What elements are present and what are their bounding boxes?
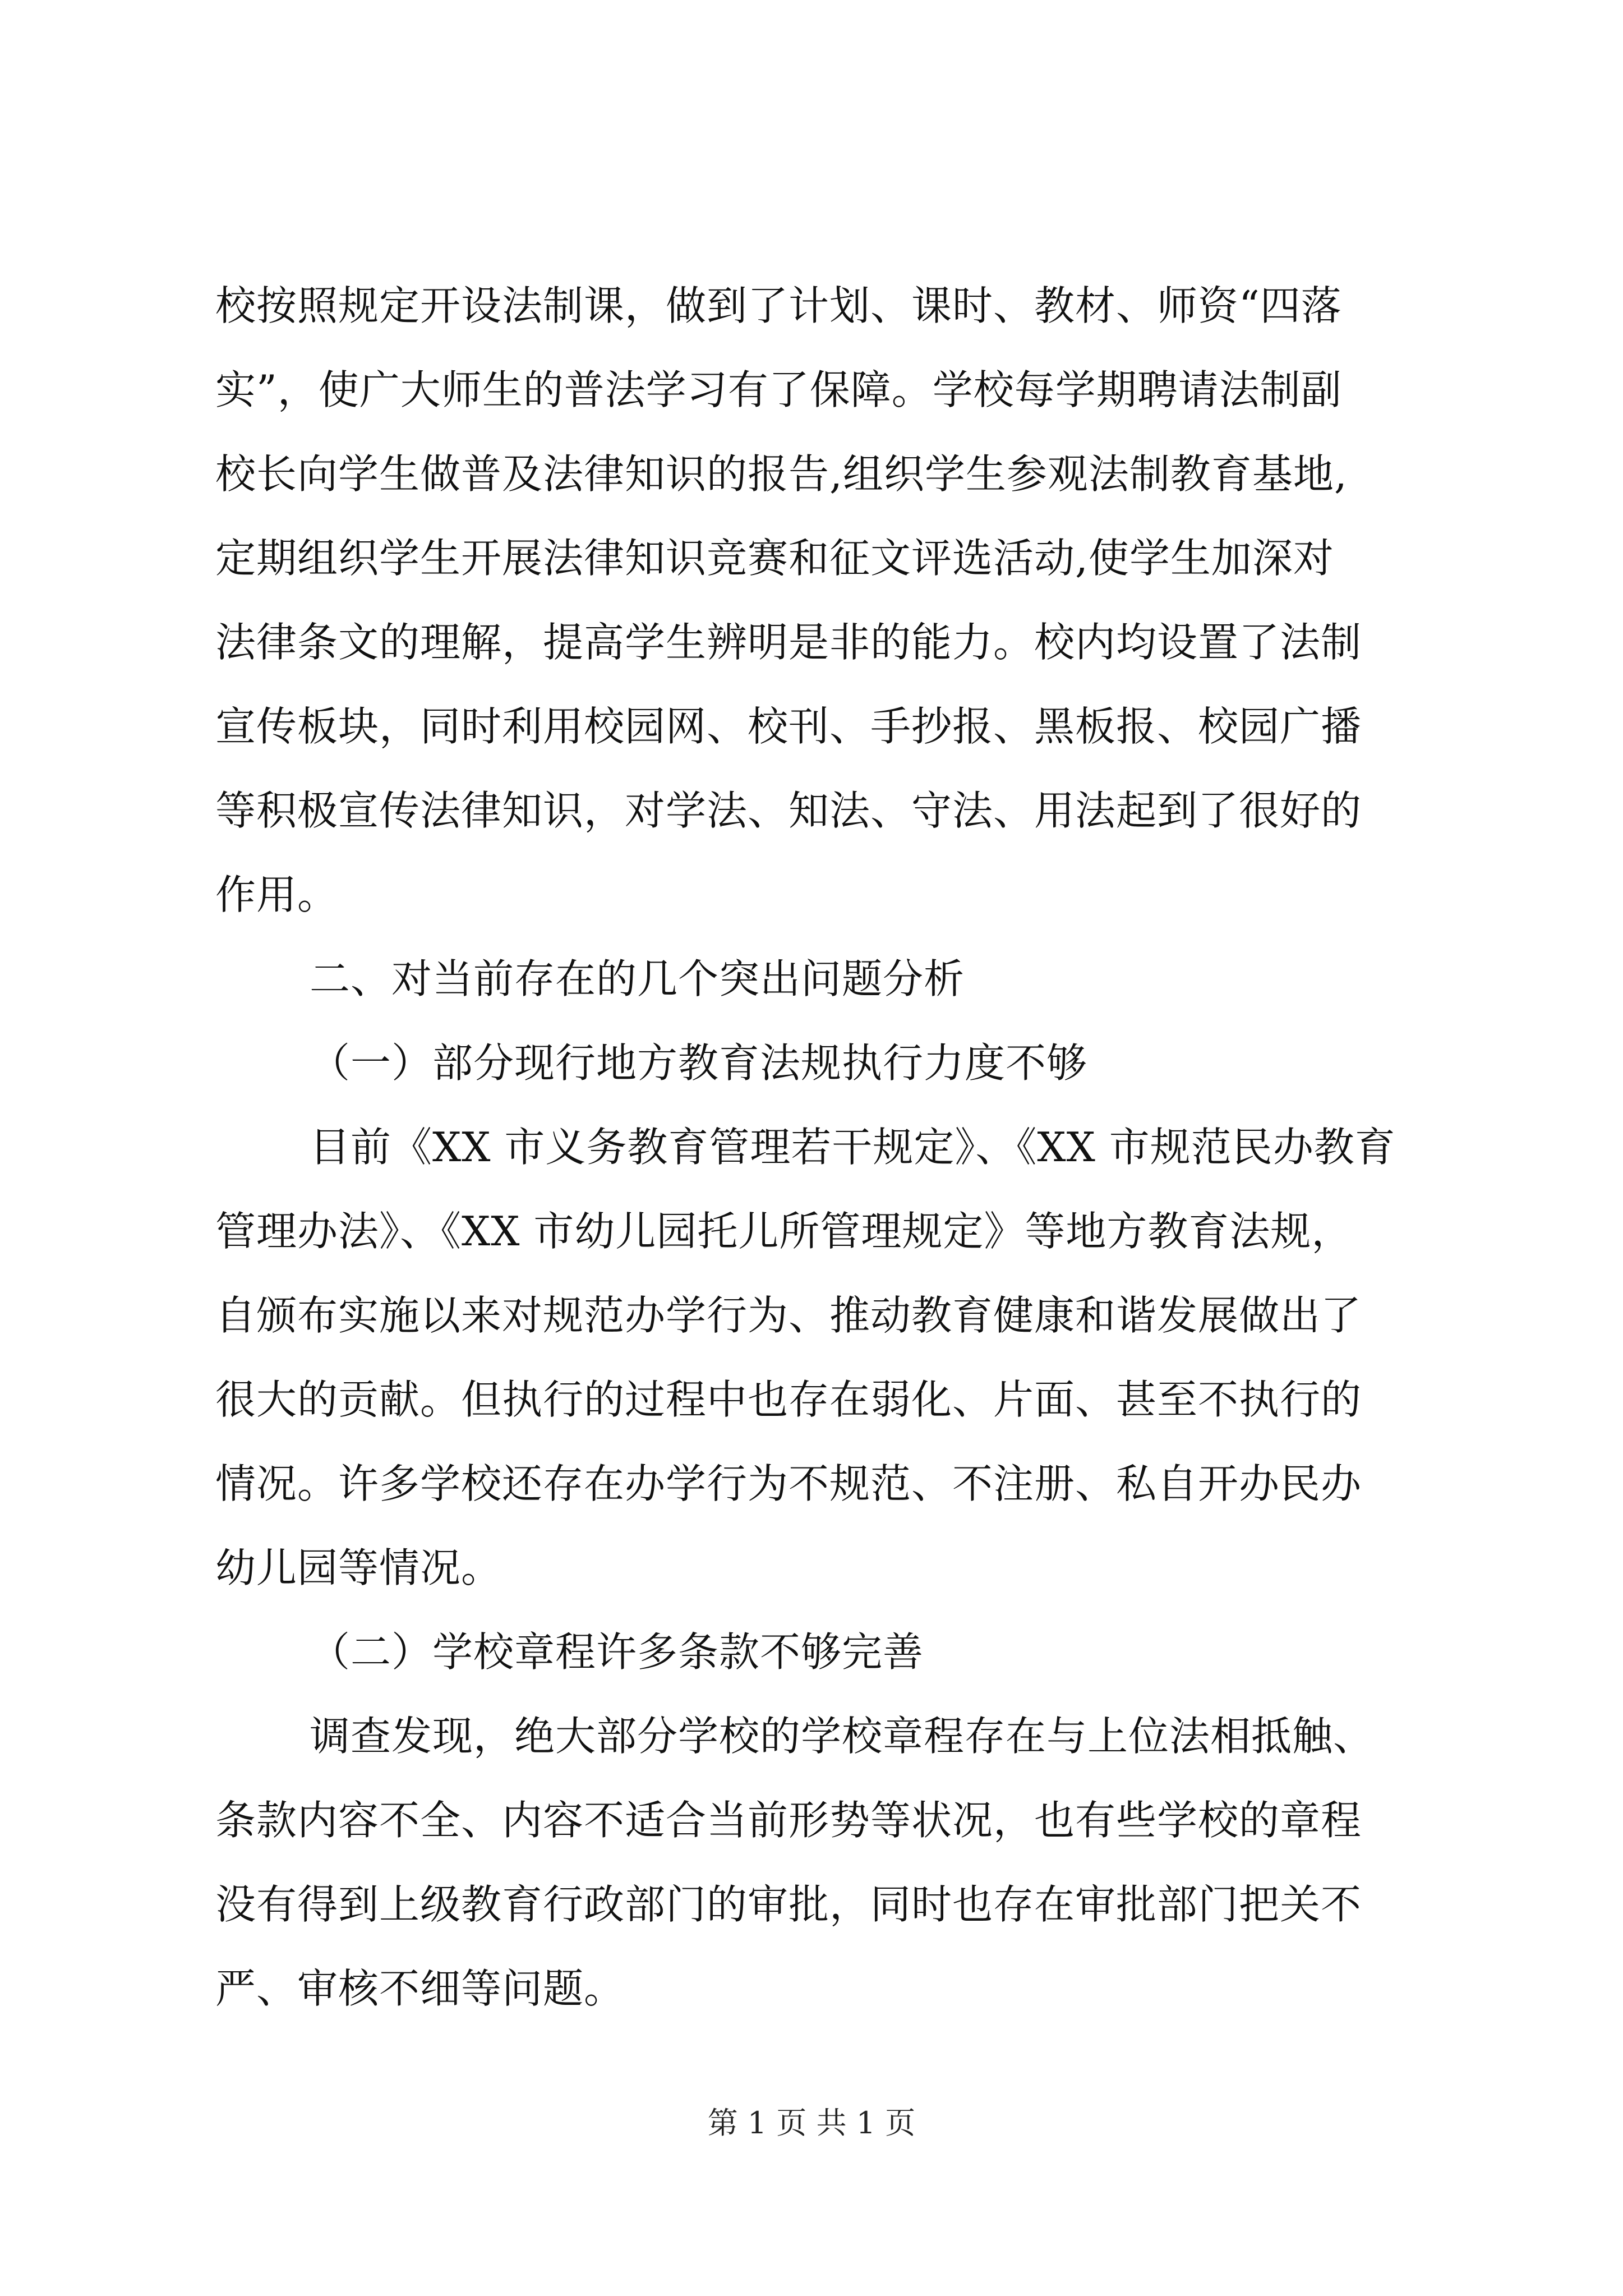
body-line: 作用。 xyxy=(215,871,339,918)
subsection-heading: （一）部分现行地方教育法规执行力度不够 xyxy=(310,1039,1088,1087)
body-line: 幼儿园等情况。 xyxy=(215,1544,502,1591)
body-line: 自颁布实施以来对规范办学行为、推动教育健康和谐发展做出了 xyxy=(215,1292,1362,1339)
body-line: 严、审核不细等问题。 xyxy=(215,1965,625,2012)
section-heading: 二、对当前存在的几个突出问题分析 xyxy=(310,955,965,1002)
body-line: 没有得到上级教育行政部门的审批，同时也存在审批部门把关不 xyxy=(215,1881,1362,1928)
body-line: 条款内容不全、内容不适合当前形势等状况，也有些学校的章程 xyxy=(215,1797,1362,1844)
document-body xyxy=(215,264,1438,2031)
body-line: 很大的贡献。但执行的过程中也存在弱化、片面、甚至不执行的 xyxy=(215,1376,1362,1423)
subsection-heading: （二）学校章程许多条款不够完善 xyxy=(310,1628,924,1676)
body-line: 宣传板块，同时利用校园网、校刊、手抄报、黑板报、校园广播 xyxy=(215,703,1362,750)
page-footer: 第 1 页 共 1 页 xyxy=(707,2105,916,2141)
body-line: 法律条文的理解，提高学生辨明是非的能力。校内均设置了法制 xyxy=(215,619,1362,666)
body-line: 定期组织学生开展法律知识竞赛和征文评选活动,使学生加深对 xyxy=(215,535,1334,582)
body-line: 校按照规定开设法制课，做到了计划、课时、教材、师资“四落 xyxy=(215,282,1342,329)
body-line: 实”，使广大师生的普法学习有了保障。学校每学期聘请法制副 xyxy=(215,366,1342,413)
body-line: 校长向学生做普及法律知识的报告,组织学生参观法制教育基地, xyxy=(215,450,1348,498)
body-line: 调查发现，绝大部分学校的学校章程存在与上位法相抵触、 xyxy=(310,1713,1375,1760)
body-line: 等积极宣传法律知识，对学法、知法、守法、用法起到了很好的 xyxy=(215,787,1362,834)
body-line: 情况。许多学校还存在办学行为不规范、不注册、私自开办民办 xyxy=(215,1460,1362,1507)
body-line: 目前《XX 市义务教育管理若干规定》、《XX 市规范民办教育 xyxy=(310,1124,1396,1171)
body-line: 管理办法》、《XX 市幼儿园托儿所管理规定》等地方教育法规， xyxy=(215,1208,1353,1255)
